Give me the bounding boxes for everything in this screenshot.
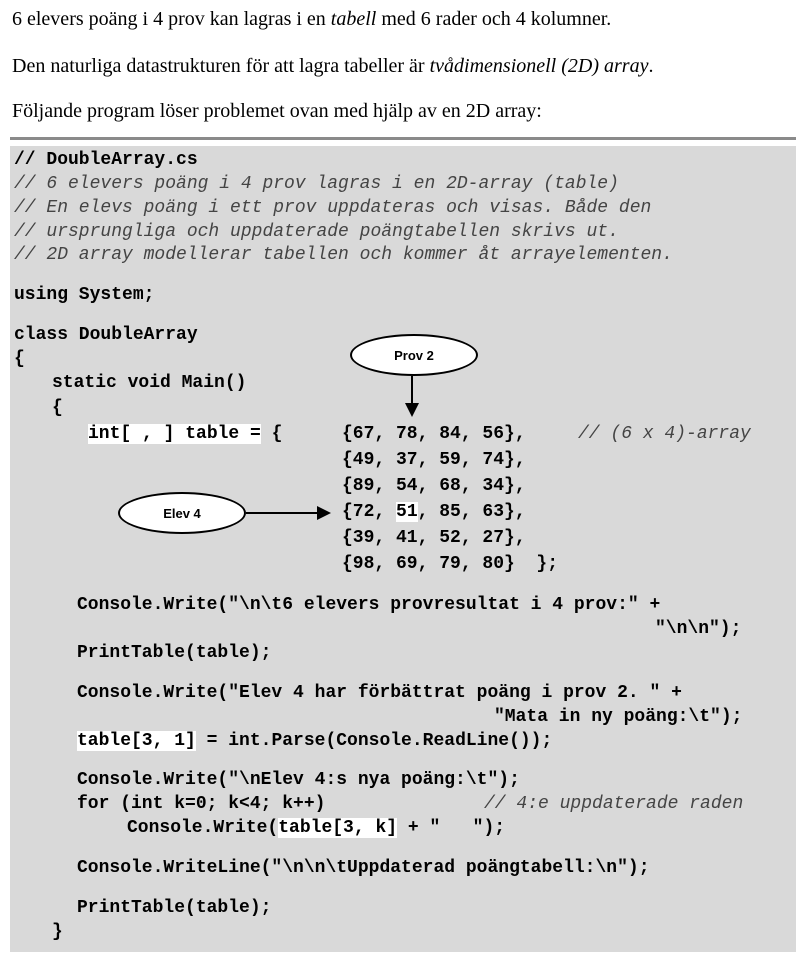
code-open-brace: { [14,349,25,369]
code-main-decl: static void Main() [52,373,247,393]
code-write-2a: Console.Write("Elev 4 har förbättrat poäng i prov 2. " + [77,683,682,703]
code-print-1: PrintTable(table); [77,643,272,663]
code-highlight: table[3, 1] [77,731,196,751]
code-write-3: Console.Write("\nElev 4:s nya poäng:\t"); [77,770,520,790]
intro-text: med 6 rader och 4 kolumner. [376,8,612,30]
array-comment: // (6 x 4)-array [578,424,751,444]
code-text: = int.Parse(Console.ReadLine()); [195,731,553,751]
code-text: {72, [342,502,397,522]
intro-text: . [648,55,654,77]
array-row-5: {39, 41, 52, 27}, [342,528,526,548]
code-class-decl: class DoubleArray [14,325,198,345]
code-text: + " "); [397,818,506,838]
code-highlight: int[ , ] table = [88,424,261,444]
intro-text: 6 elevers poäng i 4 prov kan lagras i en [12,8,331,30]
code-comment-4: // 2D array modellerar tabellen och kommer åt arrayelementen. [14,245,673,265]
array-row-2: {49, 37, 59, 74}, [342,450,526,470]
array-row-3: {89, 54, 68, 34}, [342,476,526,496]
code-highlight: table[3, k] [278,818,398,838]
code-text: Console.Write( [127,818,279,838]
code-using: using System; [14,285,155,305]
code-loop-body [127,817,505,839]
code-text: { [260,424,294,444]
code-main-open: { [52,398,63,418]
intro-emphasis: tabell [330,8,377,30]
intro-text: Den naturliga datastrukturen för att lagra tabeller är [12,55,430,77]
code-comment-3: // ursprungliga och uppdaterade poängtabellen skrivs ut. [14,222,619,242]
code-write-2b: "Mata in ny poäng:\t"); [494,707,743,727]
code-array-decl [88,423,293,445]
code-filename: // DoubleArray.cs [14,150,198,170]
code-for-comment: // 4:e uppdaterade raden [484,794,744,814]
array-row-1: {67, 78, 84, 56}, [342,424,526,444]
code-write-1a: Console.Write("\n\t6 elevers provresultat i 4 prov:" + [77,595,661,615]
code-writeline: Console.WriteLine("\n\n\tUppdaterad poängtabell:\n"); [77,858,650,878]
code-assign [77,730,552,752]
array-row-4 [342,501,526,523]
elev-4-callout: Elev 4 [118,492,246,534]
array-row-6: {98, 69, 79, 80} }; [342,554,559,574]
divider [10,137,796,140]
intro-paragraph-1 [12,8,611,31]
code-text: , 85, 63}, [417,502,526,522]
code-for: for (int k=0; k<4; k++) [77,794,326,814]
code-highlight: 51 [396,502,418,522]
code-comment-1: // 6 elevers poäng i 4 prov lagras i en 2D-array (table) [14,174,619,194]
intro-emphasis: tvådimensionell (2D) array [429,55,649,77]
code-comment-2: // En elevs poäng i ett prov uppdateras och visas. Både den [14,198,652,218]
intro-paragraph-2 [12,55,653,78]
code-print-2: PrintTable(table); [77,898,272,918]
code-write-1b: "\n\n"); [655,619,742,639]
code-main-close: } [52,922,63,942]
intro-paragraph-3: Följande program löser problemet ovan med hjälp av en 2D array: [12,100,542,122]
prov-2-callout: Prov 2 [350,334,478,376]
